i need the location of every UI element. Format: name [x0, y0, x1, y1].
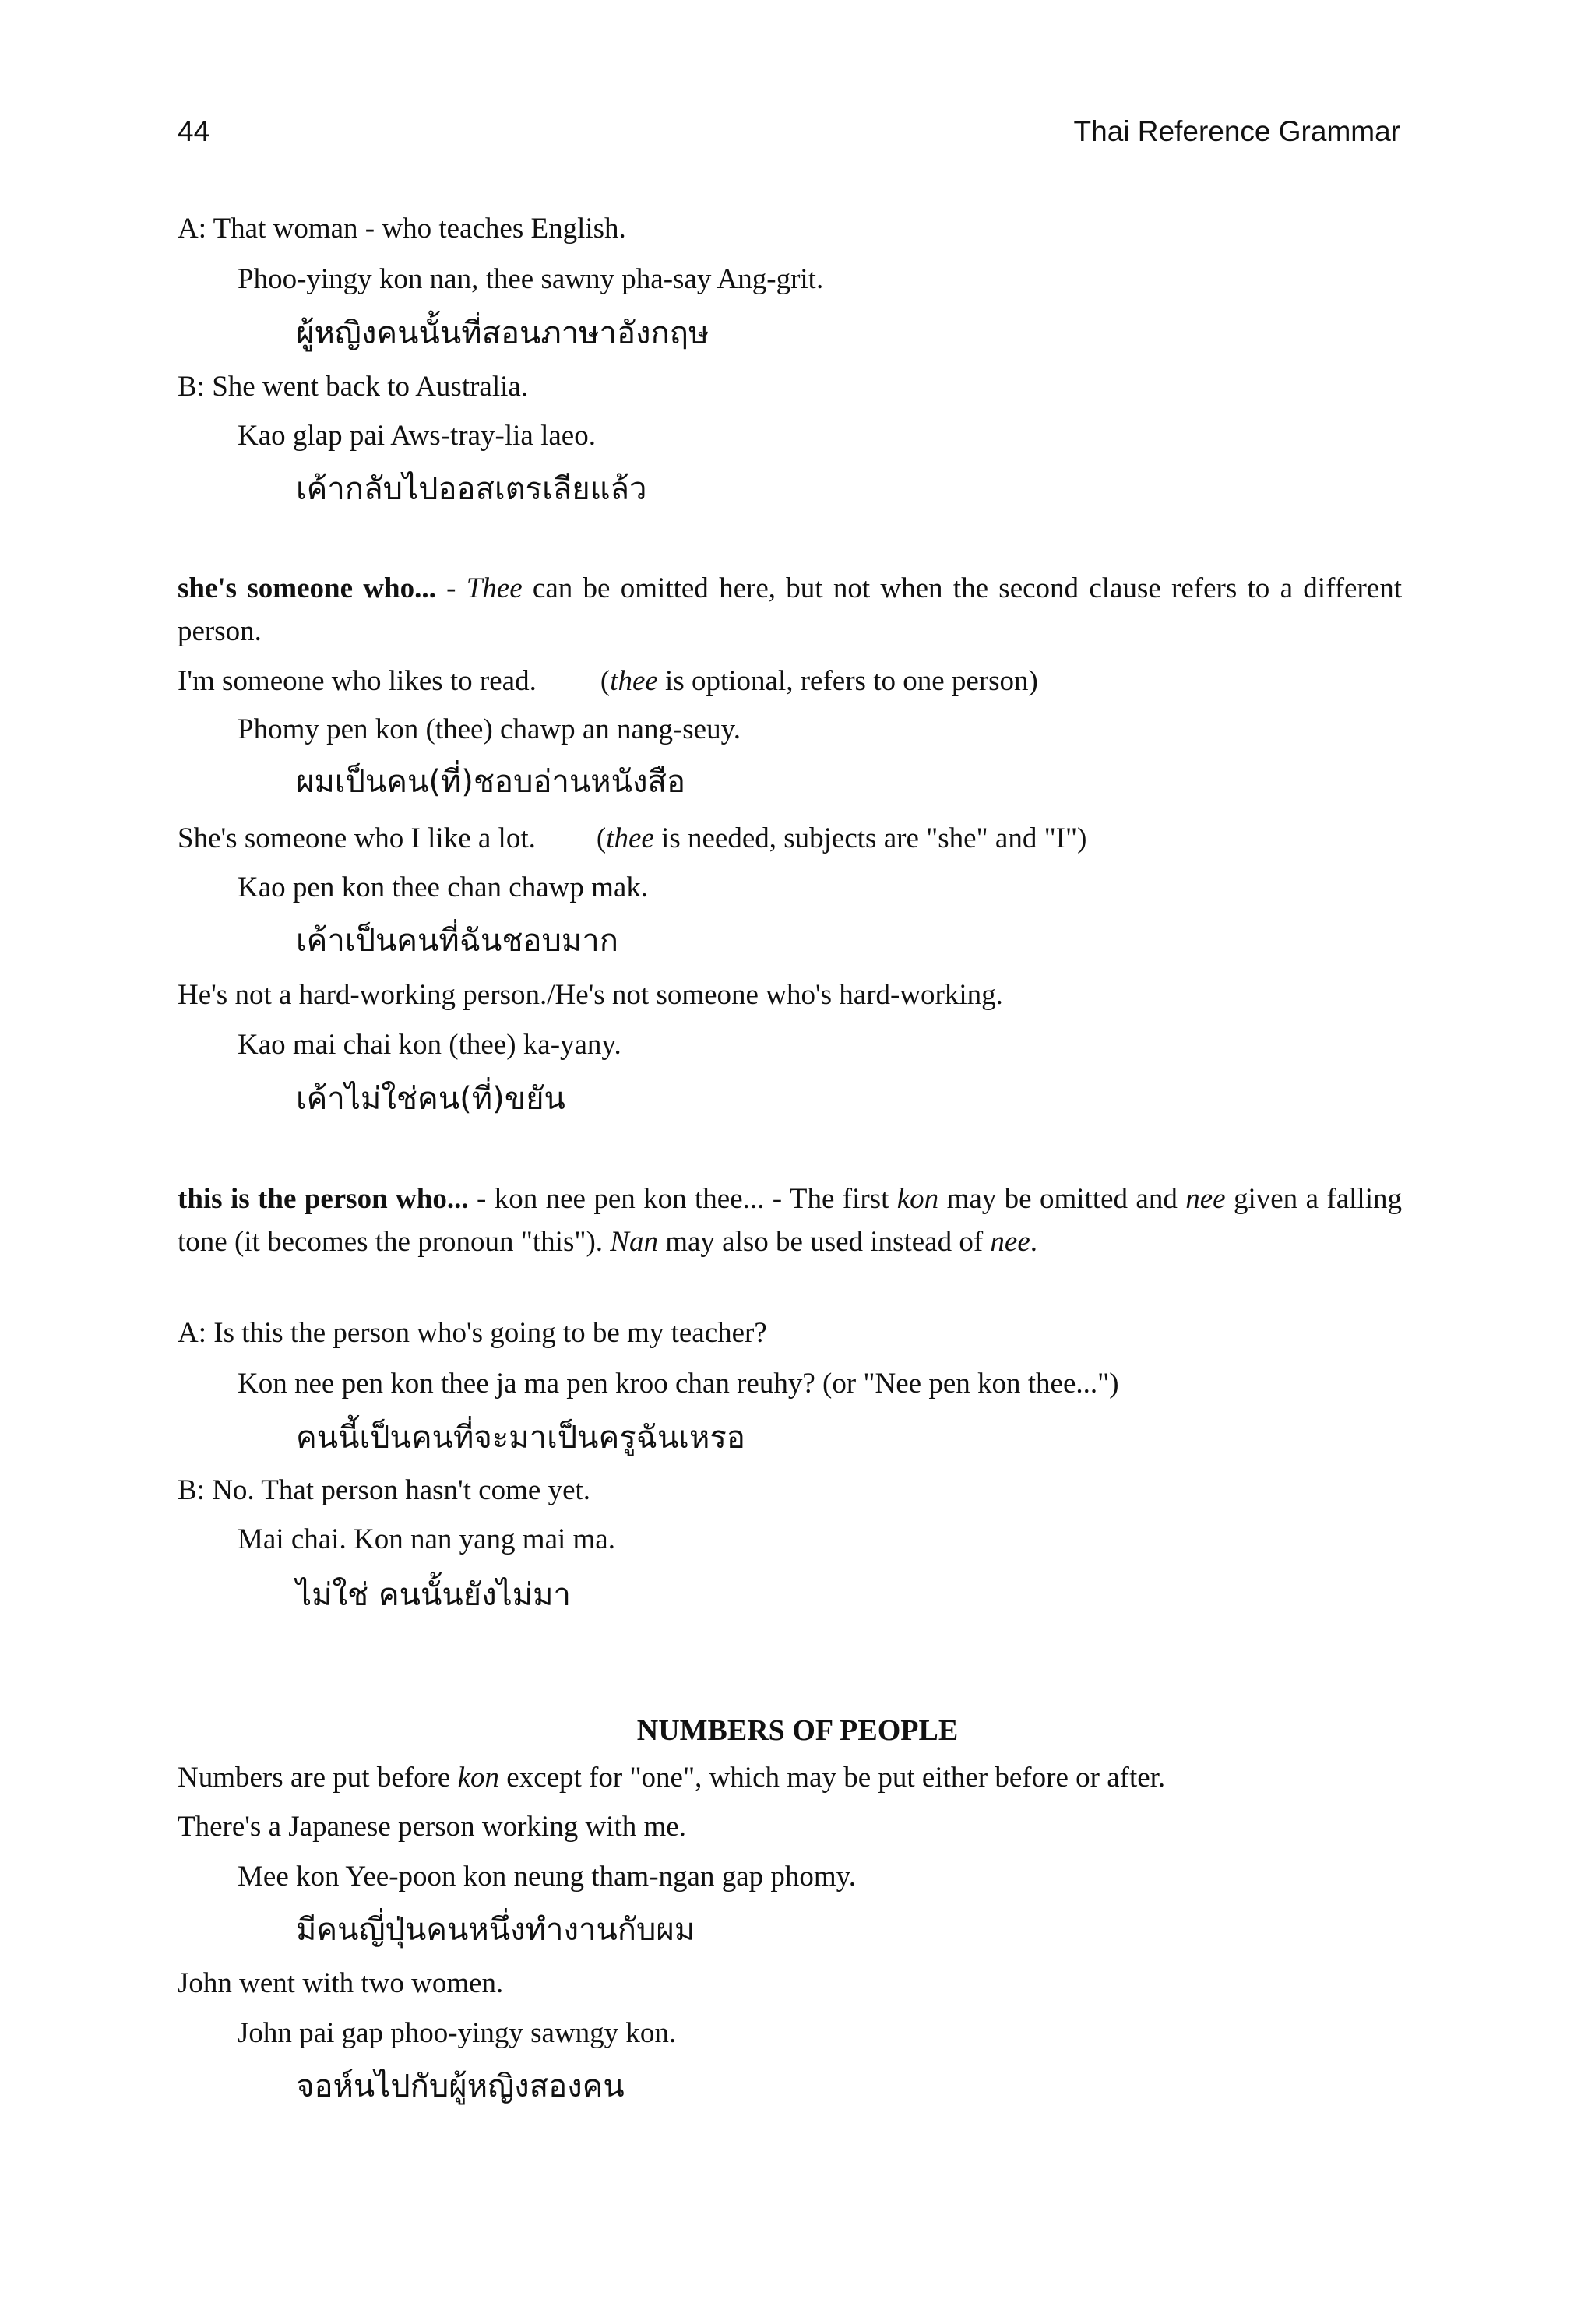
note-paren: ( [600, 665, 611, 697]
term-nan: Nan [610, 1226, 658, 1258]
example-english-text: She's someone who I like a lot. [178, 822, 536, 854]
example-thai: มีคนญี่ปุ่นคนหนึ่งทำงานกับผม [296, 1912, 695, 1948]
person-who-lead: this is the person who... [178, 1183, 469, 1215]
example-thai: ผมเป็นคน(ที่)ชอบอ่านหนังสือ [296, 764, 685, 800]
dialogue-a-transliteration: Phoo-yingy kon nan, thee sawny pha-say Ang-grit. [238, 263, 824, 295]
term-nee: nee [1185, 1183, 1226, 1215]
person-who-paragraph [178, 1178, 1402, 1263]
dialogue-b-english: B: She went back to Australia. [178, 371, 529, 403]
dialogue-a-thai: ผู้หญิงคนนั้นที่สอนภาษาอังกฤษ [296, 315, 709, 351]
example-transliteration: Kao mai chai kon (thee) ka-yany. [238, 1029, 621, 1061]
paragraph-text: - kon nee pen kon thee... - The first [468, 1183, 897, 1215]
example-english [178, 822, 1086, 856]
someone-who-explanation: can be omitted here, but not when the second clause refers to a different person. [178, 572, 1402, 647]
someone-who-paragraph [178, 567, 1402, 653]
dialogue-b-english: B: No. That person hasn't come yet. [178, 1474, 591, 1506]
dialogue-b-thai: ไม่ใช่ คนนั้นยังไม่มา [296, 1577, 571, 1613]
someone-who-lead: she's someone who... [178, 572, 436, 604]
paragraph-text: may be omitted and [938, 1183, 1186, 1215]
section-heading: NUMBERS OF PEOPLE [636, 1714, 959, 1747]
example-thai: เค้าไม่ใช่คน(ที่)ขยัน [296, 1081, 565, 1117]
term-thee: Thee [466, 572, 523, 604]
term-kon: kon [457, 1762, 500, 1794]
note-paren: ( [596, 822, 607, 854]
dialogue-b-thai: เค้ากลับไปออสเตรเลียแล้ว [296, 471, 647, 507]
note-rest: is needed, subjects are "she" and "I") [653, 822, 1087, 854]
page-number: 44 [178, 115, 210, 147]
dash: - [435, 572, 467, 604]
example-english [178, 664, 1038, 699]
example-english: There's a Japanese person working with me. [178, 1811, 686, 1843]
note-rest: is optional, refers to one person) [657, 665, 1038, 697]
paragraph-text: . [1030, 1226, 1038, 1258]
term-nee: nee [990, 1226, 1030, 1258]
example-transliteration: Phomy pen kon (thee) chawp an nang-seuy. [238, 713, 741, 745]
paragraph-text: may also be used instead of [657, 1226, 991, 1258]
term-kon: kon [896, 1183, 939, 1215]
dialogue-a-thai: คนนี้เป็นคนที่จะมาเป็นครูฉันเหรอ [296, 1420, 745, 1456]
example-thai: เค้าเป็นคนที่ฉันชอบมาก [296, 923, 618, 959]
example-note [600, 665, 1038, 697]
example-english: He's not a hard-working person./He's not someone who's hard-working. [178, 979, 1003, 1011]
intro-text: Numbers are put before [178, 1762, 458, 1794]
numbers-intro [178, 1761, 1165, 1795]
example-english-text: I'm someone who likes to read. [178, 665, 537, 697]
note-term: thee [606, 822, 654, 854]
note-term: thee [610, 665, 658, 697]
example-transliteration: Mee kon Yee-poon kon neung tham-ngan gap phomy. [238, 1861, 857, 1893]
dialogue-a-english: A: Is this the person who's going to be my teacher? [178, 1317, 767, 1349]
example-note [597, 822, 1087, 854]
dialogue-b-transliteration: Mai chai. Kon nan yang mai ma. [238, 1523, 615, 1555]
example-transliteration: John pai gap phoo-yingy sawngy kon. [238, 2017, 677, 2049]
example-transliteration: Kao pen kon thee chan chawp mak. [238, 872, 649, 903]
example-thai: จอห์นไปกับผู้หญิงสองคน [296, 2069, 625, 2104]
example-english: John went with two women. [178, 1967, 504, 1999]
intro-text: except for "one", which may be put either before or after. [499, 1762, 1166, 1794]
running-header-title: Thai Reference Grammar [1073, 115, 1400, 147]
paragraph-text: given a falling tone (it becomes the pronoun "this"). [178, 1183, 1402, 1258]
dialogue-a-transliteration: Kon nee pen kon thee ja ma pen kroo chan reuhy? (or "Nee pen kon thee...") [238, 1368, 1119, 1400]
dialogue-b-transliteration: Kao glap pai Aws-tray-lia laeo. [238, 420, 596, 452]
dialogue-a-english: A: That woman - who teaches English. [178, 213, 626, 245]
